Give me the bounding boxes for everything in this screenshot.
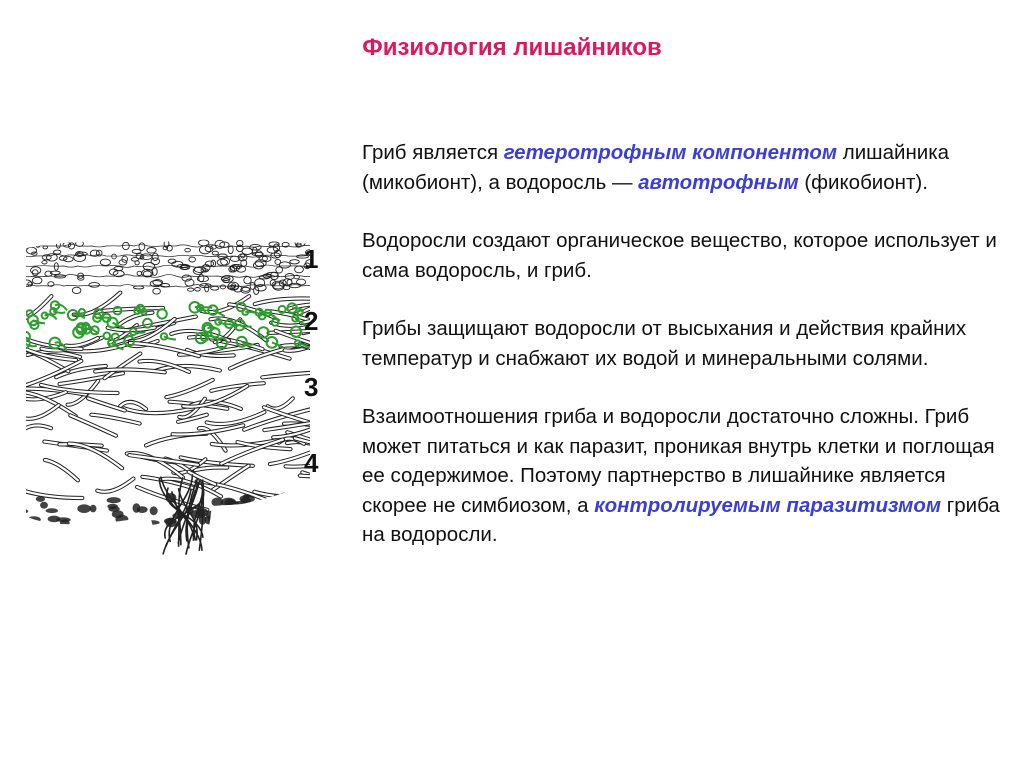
lichen-cross-section-figure bbox=[22, 234, 332, 564]
paragraph-1-text-c: (фикобионт). bbox=[798, 170, 928, 194]
paragraph-2: Водоросли создают органическое вещество, которое использует и сама водоросль, и гриб. bbox=[362, 229, 997, 282]
lichen-cross-section-illustration bbox=[22, 234, 332, 564]
paragraph-3: Грибы защищают водоросли от высыхания и действия крайних температур и снабжают их водой и минеральными солями. bbox=[362, 317, 967, 370]
layer-label-1: 1 bbox=[304, 244, 319, 274]
paragraph-4-text-b: гриба на водоросли. bbox=[362, 493, 1000, 546]
layer-label-3: 3 bbox=[304, 372, 319, 402]
layer-label-4: 4 bbox=[304, 448, 319, 478]
term-heterotrophic: гетеротрофным компонентом bbox=[503, 141, 838, 164]
paragraph-1 bbox=[362, 138, 1002, 197]
paragraph-1-text-b: лишайника (микобионт), а водоросль — bbox=[362, 141, 950, 194]
paragraph-4-text-a: Взаимоотношения гриба и водоросли достаточно сложны. Гриб может питаться и как паразит, проникая внутрь клетки и поглощая ее содержимое. Поэтому партнерство в лишайнике является скорее не симбиозом, а bbox=[362, 405, 995, 517]
term-autotrophic: автотрофным bbox=[638, 170, 799, 194]
slide-title: Физиология лишайников bbox=[362, 34, 662, 61]
text-content bbox=[362, 138, 1002, 579]
paragraph-1-text-a: Гриб является bbox=[362, 141, 504, 164]
paragraph-4 bbox=[362, 402, 1002, 550]
layer-label-2: 2 bbox=[304, 306, 319, 336]
term-controlled-parasitism: контролируемым паразитизмом bbox=[594, 493, 942, 517]
